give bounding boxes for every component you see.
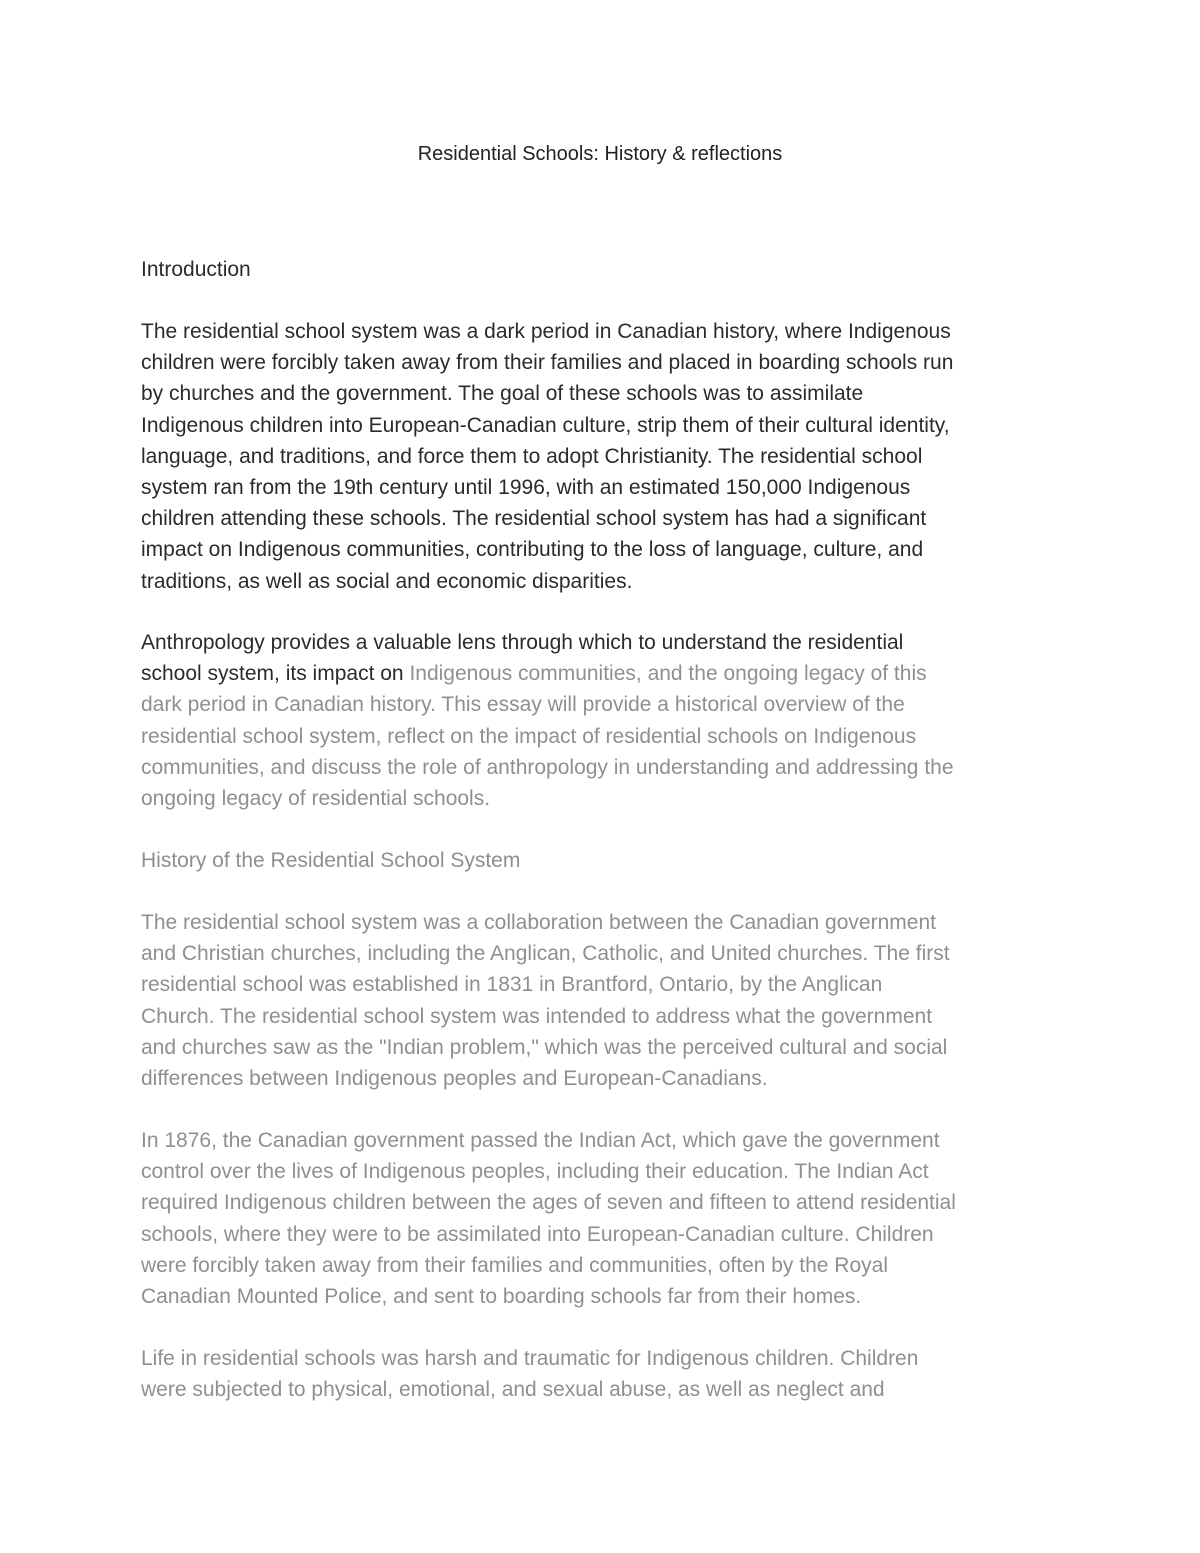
paragraph-line: communities, and discuss the role of anthropology in understanding and addressing the (141, 755, 954, 779)
paragraph-line: were subjected to physical, emotional, and sexual abuse, as well as neglect and (141, 1378, 885, 1402)
intro-paragraph (141, 316, 1066, 597)
heading-text: History of the Residential School System (141, 849, 521, 872)
paragraph-line: children attending these schools. The residential school system has had a significant (141, 507, 927, 531)
paragraph-line-faded-part: Indigenous communities, and the ongoing legacy of this (409, 662, 927, 686)
paragraph-line: ongoing legacy of residential schools. (141, 787, 491, 811)
introduction-heading (141, 254, 1066, 285)
paragraph-line: schools, where they were to be assimilated into European-Canadian culture. Children (141, 1222, 934, 1246)
paragraph-line: residential school was established in 1831 in Brantford, Ontario, by the Anglican (141, 973, 883, 997)
paragraph-line: children were forcibly taken away from their families and placed in boarding schools run (141, 351, 954, 375)
paragraph-line: required Indigenous children between the ages of seven and fifteen to attend residential (141, 1191, 956, 1215)
paragraph-line: by churches and the government. The goal of these schools was to assimilate (141, 382, 864, 406)
paragraph-line: residential school system, reflect on the impact of residential schools on Indigenous (141, 724, 917, 748)
paragraph-line: and Christian churches, including the Anglican, Catholic, and United churches. The first (141, 942, 950, 966)
paragraph-line: traditions, as well as social and economic disparities. (141, 569, 633, 593)
paragraph-line: control over the lives of Indigenous peoples, including their education. The Indian Act (141, 1160, 929, 1184)
paragraph-line: Church. The residential school system was intended to address what the government (141, 1004, 933, 1028)
paragraph-line: language, and traditions, and force them to adopt Christianity. The residential school (141, 444, 923, 468)
paragraph-line: The residential school system was a collaboration between the Canadian government (141, 911, 936, 934)
paragraph-line: The residential school system was a dark period in Canadian history, where Indigenous (141, 320, 951, 343)
paragraph-line: were forcibly taken away from their families and communities, often by the Royal (141, 1253, 888, 1277)
history-paragraph-3 (141, 1343, 1066, 1405)
paragraph-line: differences between Indigenous peoples and European-Canadians. (141, 1067, 768, 1091)
paragraph-line: system ran from the 19th century until 1996, with an estimated 150,000 Indigenous (141, 476, 911, 500)
document-title: Residential Schools: History & reflections (417, 143, 783, 165)
paragraph-line (141, 658, 1066, 689)
anthropology-paragraph (141, 627, 1066, 814)
paragraph-line: Indigenous children into European-Canadian culture, strip them of their cultural identity, (141, 413, 950, 437)
heading-text: Introduction (141, 258, 251, 281)
paragraph-line: dark period in Canadian history. This essay will provide a historical overview of the (141, 693, 905, 717)
history-paragraph-1 (141, 907, 1066, 1094)
paragraph-line-dark-part: school system, its impact on (141, 662, 410, 686)
paragraph-line: Canadian Mounted Police, and sent to boarding schools far from their homes. (141, 1285, 862, 1309)
paragraph-line: impact on Indigenous communities, contributing to the loss of language, culture, and (141, 538, 924, 562)
paragraph-line: In 1876, the Canadian government passed the Indian Act, which gave the government (141, 1129, 940, 1152)
history-paragraph-2 (141, 1125, 1066, 1312)
paragraph-line: Anthropology provides a valuable lens through which to understand the residential (141, 631, 904, 654)
history-heading (141, 845, 1066, 876)
paragraph-line: and churches saw as the "Indian problem," which was the perceived cultural and social (141, 1035, 948, 1059)
paragraph-line: Life in residential schools was harsh and traumatic for Indigenous children. Children (141, 1347, 919, 1370)
